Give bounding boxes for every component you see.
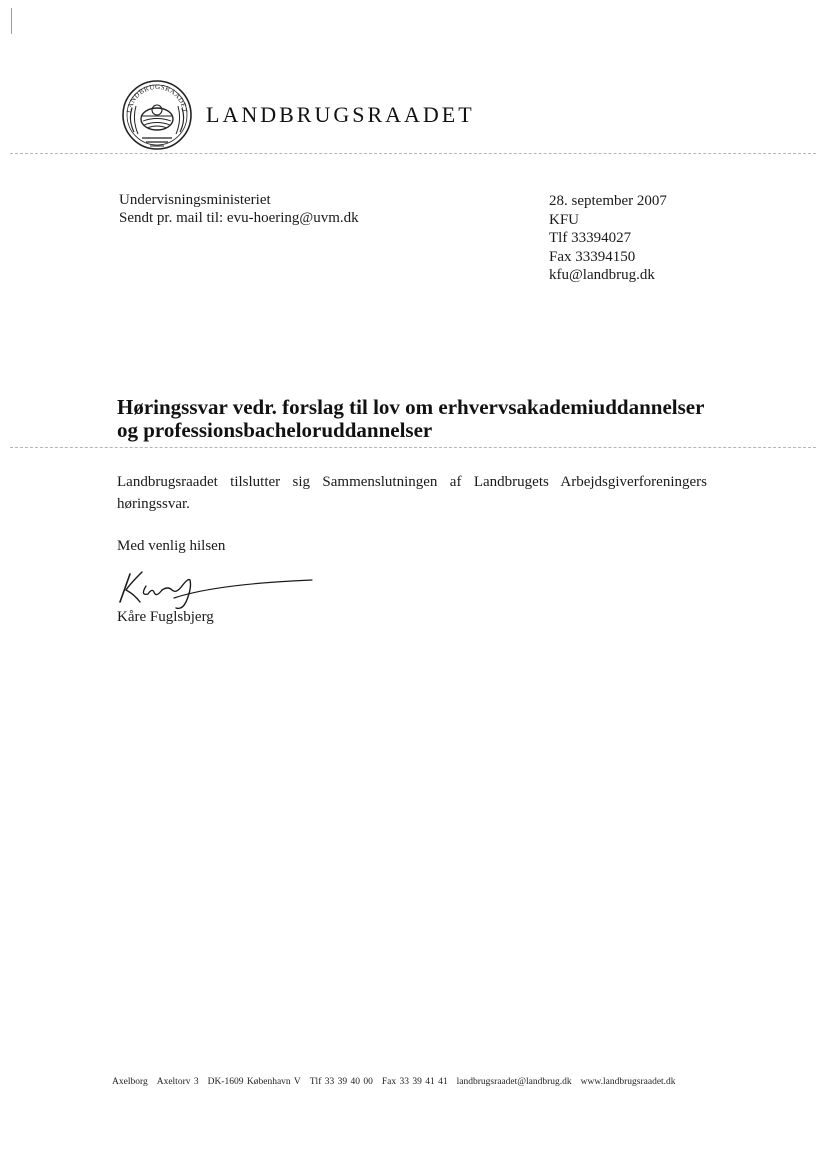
footer-address: Axeltorv 3 [156,1077,199,1087]
subject-line-1: Høringssvar vedr. forslag til lov om erhvervsakademiuddannelser [117,395,705,419]
sender-email: kfu@landbrug.dk [549,267,655,283]
organization-name: LANDBRUGSRAADET [206,102,475,127]
footer-website: www.landbrugsraadet.dk [580,1077,676,1087]
handwritten-signature [116,568,316,612]
subject-line-2: og professionsbacheloruddannelser [117,418,433,442]
recipient-block [119,191,359,227]
sender-block [549,192,667,285]
closing-greeting: Med venlig hilsen [117,538,226,554]
sender-phone: Tlf 33394027 [549,230,632,246]
sender-initials: KFU [549,211,580,228]
sender-fax: Fax 33394150 [549,248,636,265]
recipient-name: Undervisningsministeriet [119,192,271,208]
subject-divider [10,447,816,448]
footer-fax: Fax 33 39 41 41 [381,1077,448,1087]
footer-city: DK-1609 København V [207,1077,301,1087]
letterhead-footer [112,1077,685,1087]
letterhead-divider [10,153,816,154]
footer-street: Axelborg [112,1077,148,1087]
footer-email: landbrugsraadet@landbrug.dk [456,1077,572,1087]
footer-phone: Tlf 33 39 40 00 [309,1077,373,1087]
body-paragraph: Landbrugsraadet tilslutter sig Sammenslutningen af Landbrugets Arbejdsgiverforeningers høringssvar. [117,474,707,512]
recipient-sent-line: Sendt pr. mail til: evu-hoering@uvm.dk [119,210,359,226]
svg-text:LANDBRUGSRAADET [125,83,189,114]
subject-heading [117,396,704,442]
seal-ring-text: LANDBRUGSRAADET [125,82,189,114]
scan-edge-mark [11,8,12,34]
signer-name: Kåre Fuglsbjerg [117,609,214,625]
letter-date: 28. september 2007 [549,193,667,209]
landbrugsraadet-seal-logo [118,76,196,154]
